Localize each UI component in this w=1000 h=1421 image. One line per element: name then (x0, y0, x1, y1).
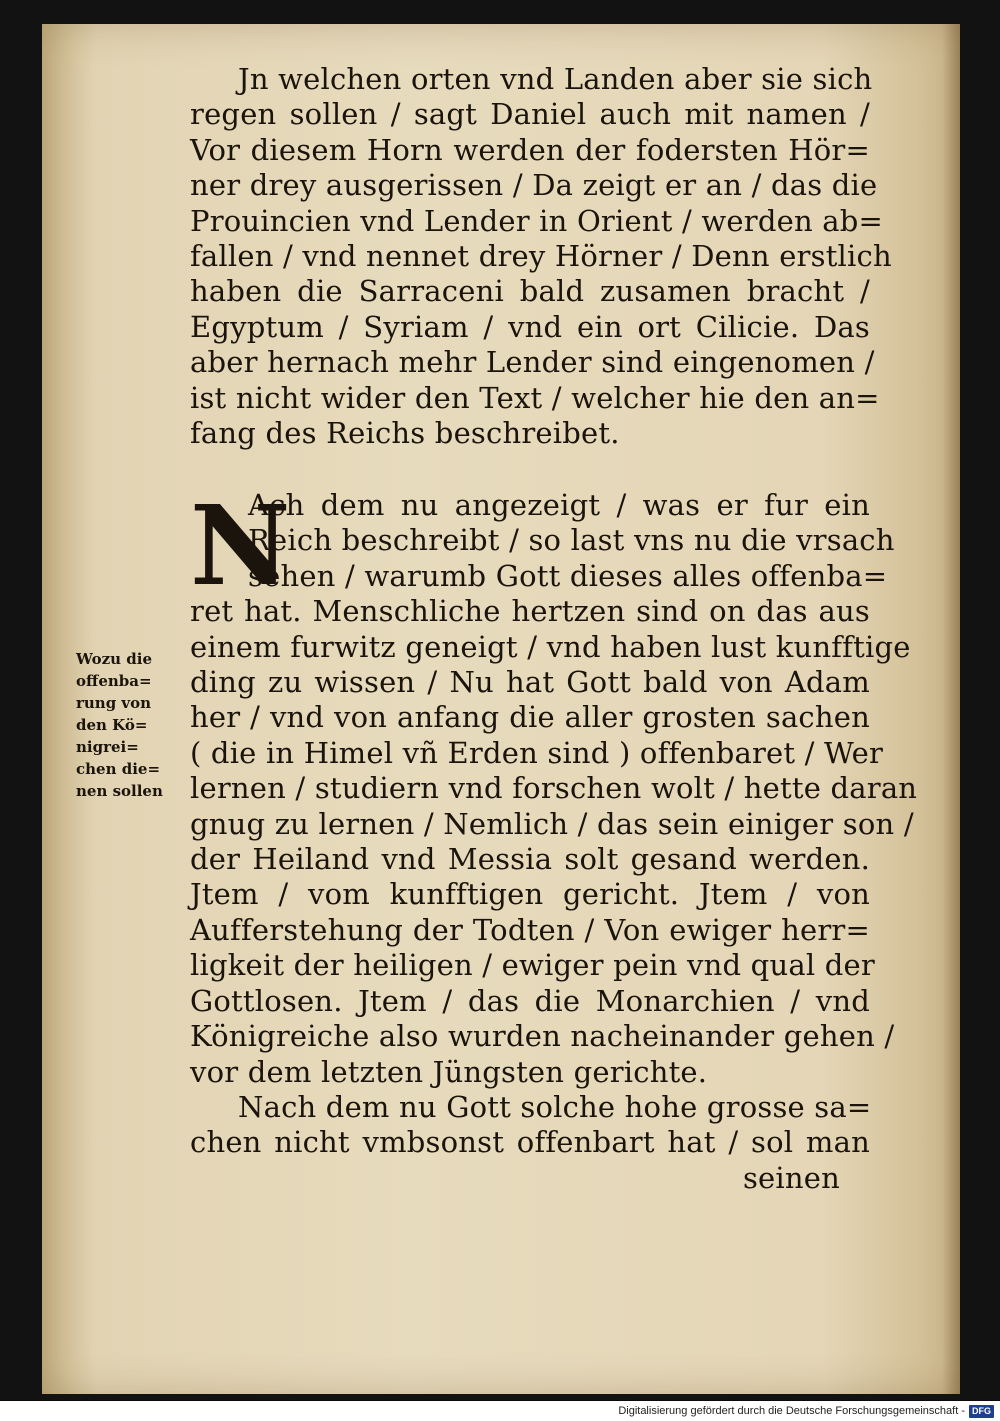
text-line: ner drey ausgerissen / Da zeigt er an / das die (190, 168, 878, 203)
footer-text: Digitalisierung gefördert durch die Deutsche Forschungsgemeinschaft - (618, 1405, 965, 1417)
paragraph-2 (190, 481, 918, 1196)
marginal-line: Wozu die (76, 650, 153, 668)
digitization-footer (0, 1401, 1000, 1421)
text-line: fallen / vnd nennet drey Hörner / Denn erstlich (190, 239, 892, 274)
text-line: der Heiland vnd Messia solt gesand werden. (190, 842, 870, 877)
text-line: Königreiche also wurden nacheinander gehen / (190, 1019, 895, 1054)
marginal-line: nen sollen (76, 782, 163, 800)
marginal-line: nigrei= (76, 738, 139, 756)
text-line: Aufferstehung der Todten / Von ewiger herr= (190, 912, 870, 947)
drop-cap-initial: N (190, 481, 291, 610)
marginal-line: den Kö= (76, 716, 148, 734)
text-line: regen sollen / sagt Daniel auch mit namen / (190, 97, 870, 132)
catchword: seinen (742, 1160, 840, 1195)
text-line: sehen / warumb Gott dieses alles offenba= (248, 558, 888, 593)
text-line: vor dem letzten Jüngsten gerichte. (190, 1054, 708, 1089)
marginal-note (76, 648, 188, 802)
text-line: Prouincien vnd Lender in Orient / werden ab= (190, 203, 883, 238)
text-line: einem furwitz geneigt / vnd haben lust kunfftige (190, 629, 911, 664)
text-line: ret hat. Menschliche hertzen sind on das aus (190, 594, 870, 629)
text-line: aber hernach mehr Lender sind eingenomen / (190, 345, 875, 380)
marginal-line: offenba= (76, 672, 152, 690)
paragraph-1 (190, 62, 892, 451)
text-line: Ach dem nu angezeigt / was er fur ein (248, 488, 870, 522)
text-line: ligkeit der heiligen / ewiger pein vnd qual der (190, 948, 875, 983)
text-line: fang des Reichs beschreibet. (190, 416, 620, 451)
dfg-logo-icon: DFG (969, 1405, 994, 1418)
text-line: ist nicht wider den Text / welcher hie den an= (190, 380, 880, 415)
text-line: Nach dem nu Gott solche hohe grosse sa= (238, 1089, 872, 1124)
text-line: ding zu wissen / Nu hat Gott bald von Adam (190, 665, 870, 700)
page-edge-shadow (942, 24, 960, 1394)
text-line: ( die in Himel vñ Erden sind ) offenbaret / Wer (190, 735, 884, 770)
text-line: Egyptum / Syriam / vnd ein ort Cilicie. Das (190, 309, 870, 344)
text-line: gnug zu lernen / Nemlich / das sein einiger son / (190, 806, 914, 841)
text-line: Jn welchen orten vnd Landen aber sie sich (238, 62, 873, 96)
text-line: Vor diesem Horn werden der fodersten Hör= (190, 132, 870, 167)
text-line: Jtem / vom kunfftigen gericht. Jtem / von (190, 877, 870, 912)
text-line: her / vnd von anfang die aller grosten sachen (190, 700, 870, 735)
text-line: Gottlosen. Jtem / das die Monarchien / vnd (190, 983, 870, 1018)
text-line: lernen / studiern vnd forschen wolt / hette daran (190, 771, 918, 806)
marginal-line: rung von (76, 694, 152, 712)
marginal-line: chen die= (76, 760, 161, 778)
text-line: haben die Sarraceni bald zusamen bracht / (190, 274, 870, 309)
text-line: chen nicht vmbsonst offenbart hat / sol man (190, 1125, 870, 1160)
text-line: Reich beschreibt / so last vns nu die vrsach (248, 523, 895, 558)
